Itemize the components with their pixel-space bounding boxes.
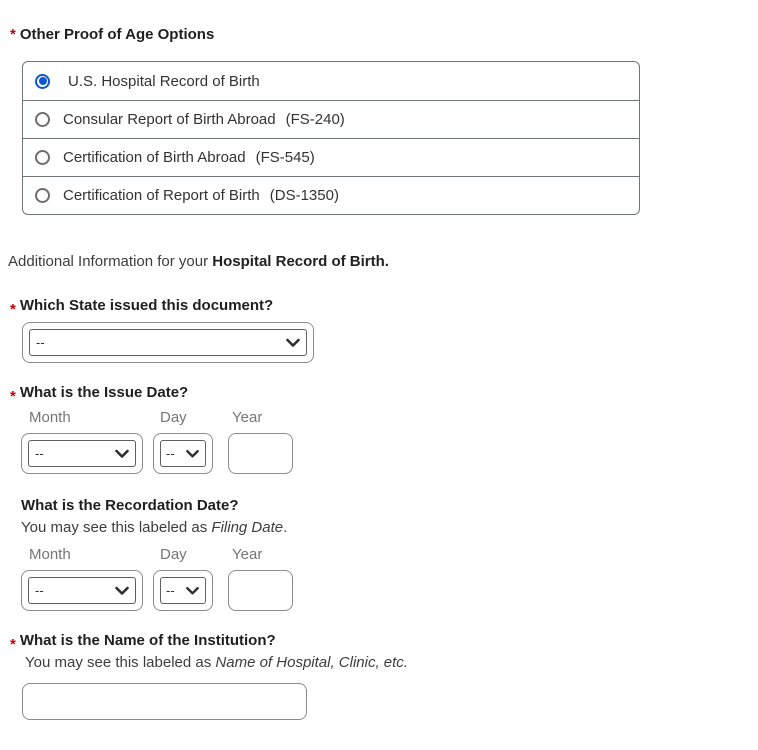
recordation-date-label — [21, 496, 758, 516]
issue-date-label — [10, 383, 758, 403]
required-asterisk: * — [10, 636, 16, 653]
other-proof-heading — [10, 25, 758, 45]
other-proof-heading-text: Other Proof of Age Options — [19, 26, 215, 43]
state-question — [10, 296, 758, 363]
state-question-label — [10, 296, 758, 316]
recordation-date-text: What is the Recordation Date? — [21, 497, 239, 514]
additional-info-doc-name: Hospital Record of Birth. — [212, 253, 389, 270]
hint-italic: Name of Hospital, Clinic, etc. — [215, 654, 408, 671]
recordation-year-input[interactable] — [228, 570, 293, 611]
recordation-date-hint — [21, 518, 758, 538]
additional-info-prefix: Additional Information for your — [8, 253, 213, 270]
issue-year-input[interactable] — [228, 433, 293, 474]
recordation-month-select[interactable] — [28, 577, 136, 604]
radio-selected-icon[interactable] — [35, 74, 50, 89]
issue-month-select[interactable] — [28, 440, 136, 467]
institution-hint — [25, 653, 758, 673]
state-select-wrapper — [22, 322, 314, 363]
issue-day-select[interactable] — [160, 440, 206, 467]
radio-dot — [39, 154, 47, 162]
recordation-date-fields — [21, 546, 758, 611]
institution-text: What is the Name of the Institution? — [19, 632, 276, 649]
issue-date-question — [10, 383, 758, 474]
radio-dot — [39, 77, 47, 85]
hint-prefix: You may see this labeled as — [21, 519, 212, 536]
recordation-day-select[interactable] — [160, 577, 206, 604]
radio-unselected-icon[interactable] — [35, 112, 50, 127]
recordation-day-label: Day — [160, 546, 187, 563]
state-select[interactable] — [29, 329, 307, 356]
radio-option-label: U.S. Hospital Record of Birth — [68, 72, 260, 90]
radio-option-code: (FS-545) — [255, 149, 315, 166]
issue-date-text: What is the Issue Date? — [19, 384, 189, 401]
radio-option-cert-birth-abroad[interactable] — [23, 138, 639, 176]
recordation-date-question — [10, 496, 758, 611]
recordation-month-label: Month — [29, 546, 71, 563]
radio-unselected-icon[interactable] — [35, 150, 50, 165]
radio-dot — [39, 192, 47, 200]
recordation-year-label: Year — [232, 546, 263, 563]
issue-year-label: Year — [232, 409, 263, 426]
hint-prefix: You may see this labeled as — [25, 654, 216, 671]
issue-day-select-wrapper — [153, 433, 213, 474]
state-question-text: Which State issued this document? — [19, 297, 274, 314]
radio-option-code: (FS-240) — [285, 111, 345, 128]
required-asterisk: * — [10, 26, 16, 43]
radio-option-hospital-record[interactable] — [23, 62, 639, 100]
required-asterisk: * — [10, 301, 16, 318]
additional-info-text — [8, 252, 758, 272]
radio-option-label: Certification of Report of Birth — [63, 187, 260, 204]
radio-option-cert-report-birth[interactable] — [23, 176, 639, 214]
institution-label — [10, 631, 758, 651]
radio-option-code: (DS-1350) — [269, 187, 339, 204]
institution-question — [10, 631, 758, 720]
proof-options-list — [22, 61, 640, 215]
hint-italic: Filing Date — [211, 519, 284, 536]
radio-option-label: Certification of Birth Abroad — [63, 149, 246, 166]
hint-suffix: . — [283, 519, 288, 536]
radio-dot — [39, 116, 47, 124]
required-asterisk: * — [10, 388, 16, 405]
issue-month-select-wrapper — [21, 433, 143, 474]
recordation-month-select-wrapper — [21, 570, 143, 611]
radio-unselected-icon[interactable] — [35, 188, 50, 203]
issue-day-label: Day — [160, 409, 187, 426]
issue-date-fields — [21, 409, 758, 474]
institution-input[interactable] — [22, 683, 307, 720]
recordation-day-select-wrapper — [153, 570, 213, 611]
radio-option-label: Consular Report of Birth Abroad — [63, 111, 276, 128]
issue-month-label: Month — [29, 409, 71, 426]
radio-option-consular-report[interactable] — [23, 100, 639, 138]
